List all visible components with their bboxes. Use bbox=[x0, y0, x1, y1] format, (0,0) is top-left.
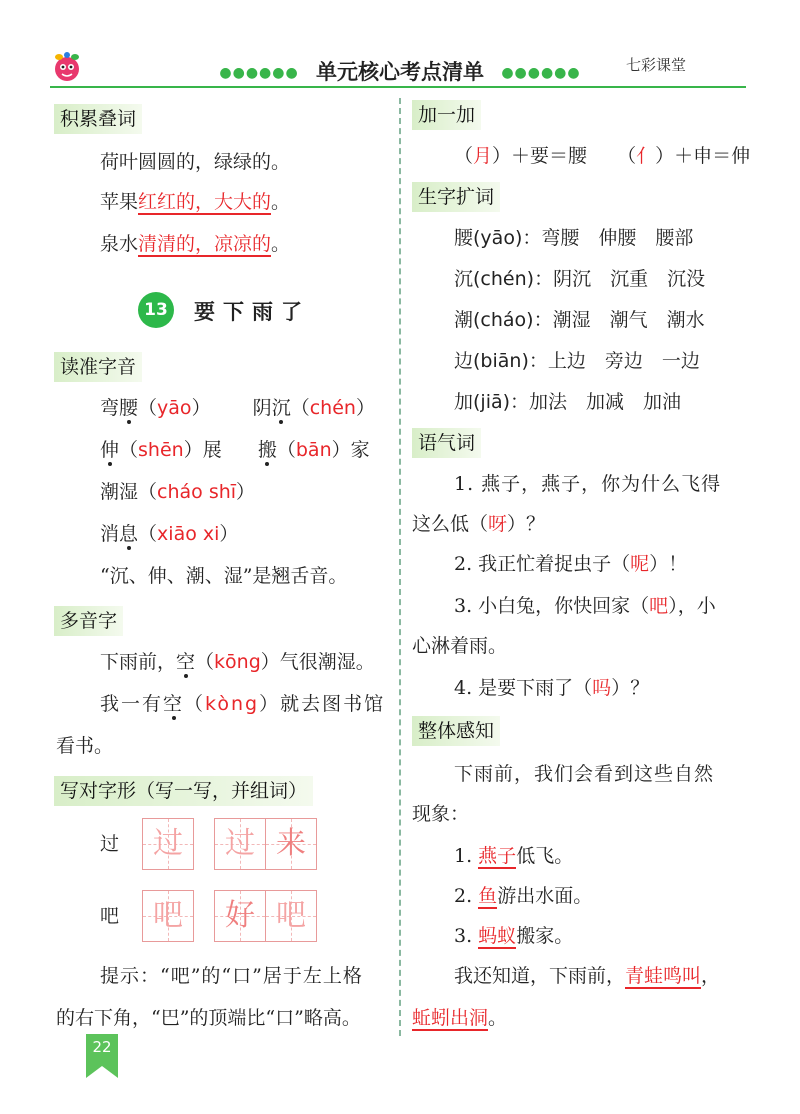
text-segment: 游出水面。 bbox=[497, 885, 593, 907]
answer-text: 亻 bbox=[636, 145, 656, 167]
writing-grid-cell bbox=[214, 890, 266, 942]
pronunciation-row bbox=[100, 480, 255, 504]
text-line: 下雨前，我们会看到这些自然 bbox=[454, 763, 715, 785]
equation-text: ）＋要＝腰 bbox=[492, 145, 588, 167]
header-dots-left: ●●●●●● bbox=[219, 65, 299, 81]
answer-text: 清清的，凉凉的 bbox=[138, 233, 272, 255]
grid-char: 吧 bbox=[153, 898, 183, 933]
grid-char: 来 bbox=[276, 826, 306, 861]
paren: （ bbox=[276, 439, 296, 461]
text-line bbox=[100, 650, 375, 674]
model-char: 吧 bbox=[100, 905, 120, 927]
char: 加 bbox=[454, 391, 474, 413]
tag-word-expansion: 生字扩词 bbox=[412, 182, 500, 212]
text-line: 现象： bbox=[412, 803, 470, 825]
word-list: ：潮湿 潮气 潮水 bbox=[533, 309, 705, 331]
paren: （ bbox=[290, 397, 310, 419]
pronunciation-row bbox=[100, 438, 370, 462]
pinyin: xiāo xi bbox=[157, 523, 220, 545]
pinyin: kōng bbox=[214, 651, 261, 673]
text-line bbox=[454, 964, 720, 988]
dotted-char: 沉 bbox=[271, 397, 291, 419]
paren: （ bbox=[195, 651, 215, 673]
tag-reduplicated-words: 积累叠词 bbox=[54, 104, 142, 134]
text-line: 1. 燕子，燕子，你为什么飞得 bbox=[454, 473, 722, 495]
paren: ） bbox=[219, 523, 239, 545]
paren: （ bbox=[138, 481, 158, 503]
header-divider bbox=[50, 86, 746, 88]
dotted-char: 空 bbox=[163, 693, 185, 715]
paren: ） bbox=[191, 397, 211, 419]
char: 潮 bbox=[454, 309, 474, 331]
equation-row bbox=[454, 144, 750, 168]
text-line bbox=[100, 190, 290, 214]
tag-polyphonic: 多音字 bbox=[54, 606, 123, 636]
word-row bbox=[454, 226, 693, 250]
text-segment: ）！ bbox=[649, 553, 688, 575]
list-item bbox=[454, 884, 592, 908]
text-segment: 3. 小白兔，你快回家（ bbox=[454, 595, 650, 617]
dotted-char: 腰 bbox=[119, 397, 139, 419]
char: 沉 bbox=[454, 268, 474, 290]
paren: （ bbox=[184, 693, 206, 715]
text-segment: 下雨前， bbox=[100, 651, 177, 673]
text-line: 荷叶圆圆的，绿绿的。 bbox=[100, 151, 291, 173]
answer-text: 吗 bbox=[592, 677, 612, 699]
lesson-number-badge: 13 bbox=[138, 292, 174, 328]
paren: （ bbox=[454, 145, 474, 167]
text-line bbox=[412, 1006, 507, 1030]
paren: ）家 bbox=[331, 439, 370, 461]
text-segment: 。 bbox=[488, 1007, 508, 1029]
dotted-char: 空 bbox=[176, 651, 196, 673]
lesson-title: 要下雨了 bbox=[194, 299, 310, 324]
pinyin: (yāo) bbox=[473, 227, 523, 249]
pronunciation-row bbox=[100, 522, 238, 546]
char: 腰 bbox=[454, 227, 474, 249]
dotted-char: 搬 bbox=[257, 439, 277, 461]
char: 弯 bbox=[100, 397, 120, 419]
text-segment: 我一有 bbox=[100, 693, 164, 715]
writing-grid-cell bbox=[265, 890, 317, 942]
tag-pronunciation: 读准字音 bbox=[54, 352, 142, 382]
pinyin: kòng bbox=[205, 693, 260, 715]
text-line bbox=[454, 676, 649, 700]
pinyin: (jiā) bbox=[473, 391, 511, 413]
word-row bbox=[454, 349, 700, 373]
answer-text: 呢 bbox=[630, 553, 650, 575]
text-line bbox=[454, 552, 687, 576]
paren: （ bbox=[617, 145, 637, 167]
char: 边 bbox=[454, 350, 474, 372]
writing-grid-cell bbox=[142, 890, 194, 942]
text-line bbox=[100, 692, 385, 716]
text-segment: 这么低（ bbox=[412, 513, 489, 535]
text-segment: 。 bbox=[271, 191, 291, 213]
pronunciation-row bbox=[100, 396, 375, 420]
list-item bbox=[454, 844, 573, 868]
text-segment: 低飞。 bbox=[516, 845, 574, 867]
answer-text: 吧 bbox=[649, 595, 669, 617]
model-char: 过 bbox=[100, 833, 120, 855]
text-segment: ， bbox=[701, 965, 721, 987]
text-line: “沉、伸、潮、湿”是翘舌音。 bbox=[100, 565, 348, 587]
paren: ） bbox=[355, 397, 375, 419]
pinyin: yāo bbox=[157, 397, 192, 419]
word-list: ：阴沉 沉重 沉没 bbox=[534, 268, 706, 290]
text-segment: ），小 bbox=[668, 595, 716, 617]
page-number-badge bbox=[86, 1034, 118, 1078]
text-segment: 搬家。 bbox=[516, 925, 574, 947]
tag-add-radicals: 加一加 bbox=[412, 100, 481, 130]
item-number: 2. bbox=[454, 885, 479, 907]
answer-text: 蚯蚓出洞 bbox=[412, 1007, 489, 1029]
text-segment: 2. 我正忙着捉虫子（ bbox=[454, 553, 631, 575]
pinyin: chén bbox=[309, 397, 356, 419]
tag-write-characters: 写对字形（写一写，并组词） bbox=[54, 776, 313, 806]
char: 消 bbox=[100, 523, 120, 545]
grid-char: 好 bbox=[225, 898, 255, 933]
answer-text: 燕子 bbox=[478, 845, 517, 867]
text-line bbox=[100, 232, 290, 256]
word-row bbox=[454, 267, 705, 291]
word-list: ：加法 加减 加油 bbox=[510, 391, 682, 413]
dotted-char: 息 bbox=[119, 523, 139, 545]
equation-text: ）＋申＝伸 bbox=[655, 145, 751, 167]
list-item bbox=[454, 924, 573, 948]
paren: （ bbox=[138, 523, 158, 545]
char: 潮湿 bbox=[100, 481, 139, 503]
page-number: 22 bbox=[92, 1038, 112, 1056]
item-number: 1. bbox=[454, 845, 479, 867]
grid-char: 过 bbox=[225, 826, 255, 861]
word-list: ：弯腰 伸腰 腰部 bbox=[522, 227, 694, 249]
paren: （ bbox=[138, 397, 158, 419]
tag-modal-particles: 语气词 bbox=[412, 428, 481, 458]
word-row bbox=[454, 390, 681, 414]
pinyin: (biān) bbox=[473, 350, 529, 372]
writing-grid-cell bbox=[214, 818, 266, 870]
text-line: 看书。 bbox=[56, 735, 114, 757]
word-list: ：上边 旁边 一边 bbox=[528, 350, 700, 372]
text-line: 心淋着雨。 bbox=[412, 635, 508, 657]
tag-overall-perception: 整体感知 bbox=[412, 716, 500, 746]
pinyin: cháo shī bbox=[157, 481, 237, 503]
column-divider bbox=[399, 98, 401, 1036]
text-segment: 泉水 bbox=[100, 233, 139, 255]
writing-grid-cell bbox=[265, 818, 317, 870]
text-segment: 苹果 bbox=[100, 191, 139, 213]
dotted-char: 伸 bbox=[100, 439, 120, 461]
answer-text: 鱼 bbox=[478, 885, 498, 907]
grid-char: 过 bbox=[153, 826, 183, 861]
tip-line: 提示：“吧”的“口”居于左上格 bbox=[100, 965, 363, 987]
answer-text: 红红的，大大的 bbox=[138, 191, 272, 213]
text-line bbox=[454, 594, 716, 618]
grid-char: 吧 bbox=[276, 898, 306, 933]
word-row bbox=[454, 308, 705, 332]
header-dots-right: ●●●●●● bbox=[501, 65, 581, 81]
pinyin: (chén) bbox=[473, 268, 535, 290]
text-segment: 我还知道，下雨前， bbox=[454, 965, 626, 987]
paren: ） bbox=[236, 481, 256, 503]
tip-line: 的右下角，“巴”的顶端比“口”略高。 bbox=[56, 1007, 361, 1029]
text-segment: ）？ bbox=[611, 677, 650, 699]
text-segment: 4. 是要下雨了（ bbox=[454, 677, 593, 699]
text-line bbox=[412, 512, 545, 536]
answer-text: 月 bbox=[473, 145, 493, 167]
answer-text: 呀 bbox=[488, 513, 508, 535]
text-segment: 。 bbox=[271, 233, 291, 255]
paren: ）展 bbox=[183, 439, 222, 461]
char: 阴 bbox=[252, 397, 272, 419]
item-number: 3. bbox=[454, 925, 479, 947]
pinyin: bān bbox=[295, 439, 332, 461]
text-segment: ）？ bbox=[507, 513, 546, 535]
paren: （ bbox=[119, 439, 139, 461]
text-segment: ）就去图书馆 bbox=[259, 693, 386, 715]
section-header-title: 单元核心考点清单 bbox=[316, 60, 484, 84]
answer-text: 青蛙鸣叫 bbox=[625, 965, 702, 987]
brand-label: 七彩课堂 bbox=[626, 56, 687, 74]
pinyin: shēn bbox=[138, 439, 184, 461]
pinyin: (cháo) bbox=[473, 309, 534, 331]
text-segment: ）气很潮湿。 bbox=[260, 651, 375, 673]
answer-text: 蚂蚁 bbox=[478, 925, 517, 947]
writing-grid-cell bbox=[142, 818, 194, 870]
